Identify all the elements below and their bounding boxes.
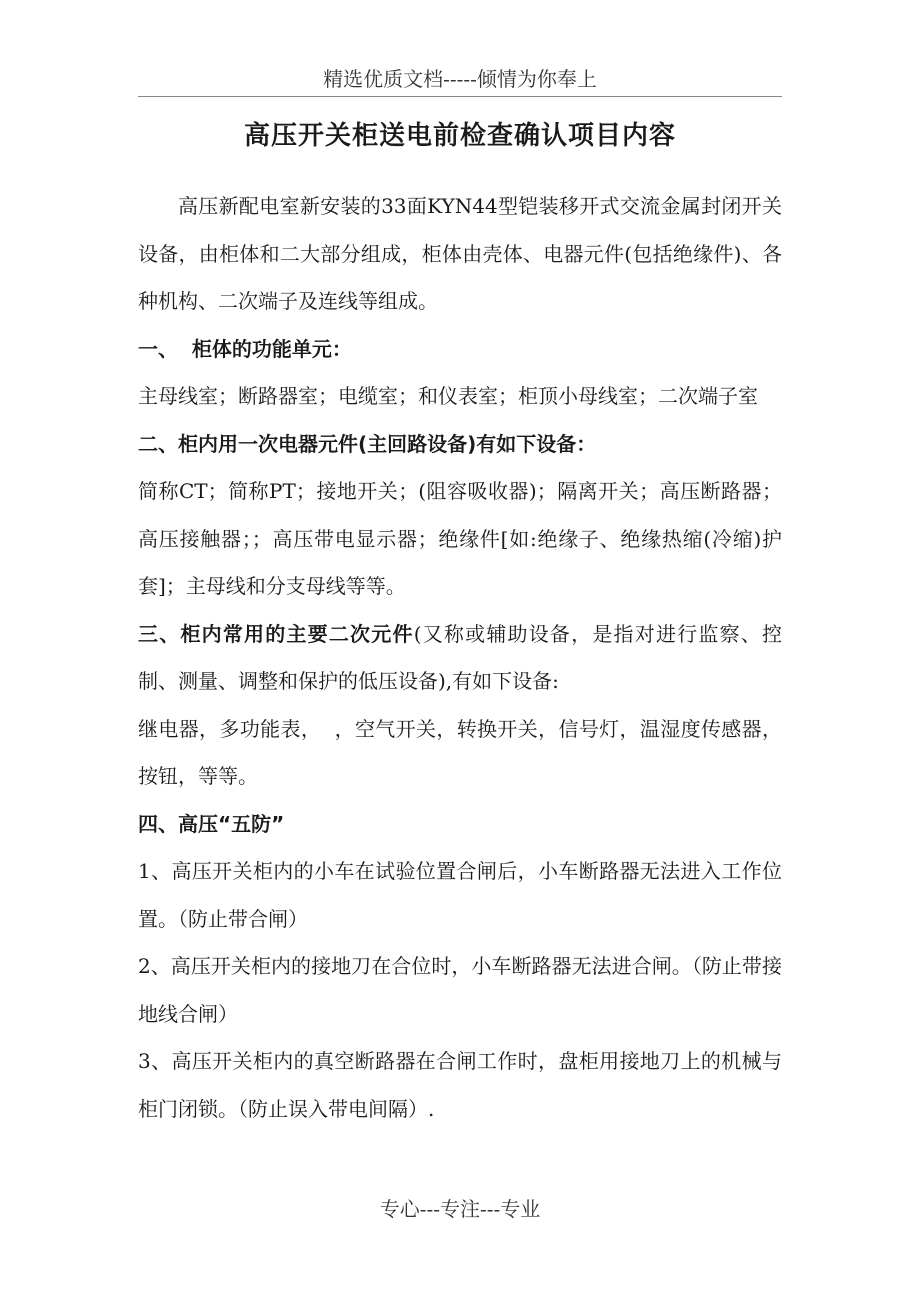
- intro-paragraph: 高压新配电室新安装的33面KYN44型铠装移开式交流金属封闭开关设备，由柜体和二大部分组成，柜体由壳体、电器元件(包括绝缘件)、各种机构、二次端子及连线等组成。: [138, 194, 782, 313]
- section-1-heading: 一、 柜体的功能单元：: [138, 336, 352, 361]
- section-2-heading: 二、柜内用一次电器元件(主回路设备)有如下设备：: [138, 431, 597, 456]
- section-4-item-2: 2、高压开关柜内的接地刀在合位时，小车断路器无法进合闸。（防止带接地线合闸）: [138, 954, 782, 1026]
- page-footer: 专心---专注---专业: [379, 1197, 541, 1221]
- section-3-heading-rest: (又称或辅助设备，是指对进行监察、控制、测量、调整和保护的低压设备),有如下设备:: [138, 621, 782, 693]
- section-4-item-3: 3、高压开关柜内的真空断路器在合闸工作时，盘柜用接地刀上的机械与柜门闭锁。（防止误入带电间隔）.: [138, 1049, 782, 1121]
- section-4-heading: 四、高压“五防”: [138, 811, 285, 836]
- page-header: 精选优质文档-----倾情为你奉上: [138, 62, 782, 97]
- section-3-body: 继电器，多功能表， ，空气开关，转换开关，信号灯，温湿度传感器，按钮，等等。: [138, 716, 782, 788]
- section-2-body: 简称CT；简称PT；接地开关；(阻容吸收器)；隔离开关；高压断路器；高压接触器；；高压带电显示器；绝缘件[如:绝缘子、绝缘热缩(冷缩)护套]；主母线和分支母线等等。: [138, 479, 782, 598]
- section-3-heading: 三、柜内常用的主要二次元件: [138, 621, 414, 646]
- section-1-body: 主母线室；断路器室；电缆室；和仪表室；柜顶小母线室；二次端子室: [138, 384, 758, 408]
- section-3-paragraph: [138, 611, 782, 706]
- section-4-item-1: 1、高压开关柜内的小车在试验位置合闸后，小车断路器无法进入工作位置。（防止带合闸）: [138, 859, 782, 931]
- document-title: 高压开关柜送电前检查确认项目内容: [243, 121, 676, 151]
- document-body: [138, 183, 782, 1133]
